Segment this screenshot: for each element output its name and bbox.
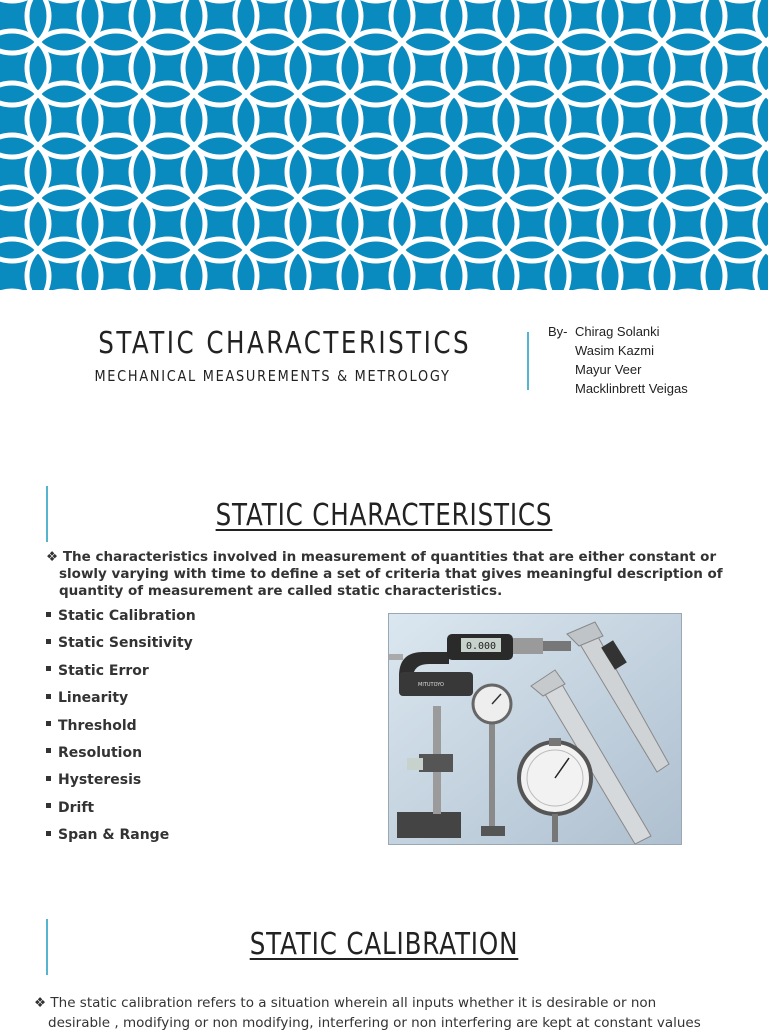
paragraph-line: ❖ The static calibration refers to a situation wherein all inputs whether it is desirable or non xyxy=(34,995,657,1011)
square-bullet-icon xyxy=(46,721,51,726)
presentation-title: STATIC CHARACTERISTICS xyxy=(98,326,472,361)
banner-background xyxy=(0,0,768,290)
author-row xyxy=(548,360,688,379)
title-divider xyxy=(527,332,529,390)
diamond-bullet-icon: ❖ xyxy=(34,995,47,1011)
list-item: Static Sensitivity xyxy=(46,631,196,658)
author-list xyxy=(548,322,688,398)
slide2-intro-paragraph xyxy=(46,549,723,600)
author-row xyxy=(548,322,688,341)
author-name: Macklinbrett Veigas xyxy=(575,381,688,396)
paragraph-line: desirable , modifying or non modifying, interfering or non interfering are kept at constant values xyxy=(48,1015,701,1031)
svg-text:0.000: 0.000 xyxy=(465,641,497,652)
slide3-accent-line xyxy=(46,919,48,975)
svg-text:MITUTOYO: MITUTOYO xyxy=(418,682,444,688)
list-item: Drift xyxy=(46,796,196,823)
author-name: Wasim Kazmi xyxy=(575,343,654,358)
square-bullet-icon xyxy=(46,748,51,753)
slide3-heading: STATIC CALIBRATION xyxy=(249,927,519,962)
square-bullet-icon xyxy=(46,666,51,671)
measuring-instruments-image xyxy=(388,613,682,845)
list-item: Span & Range xyxy=(46,823,196,850)
author-name: Mayur Veer xyxy=(575,362,642,377)
by-label: By- xyxy=(548,324,568,339)
slide2-accent-line xyxy=(46,486,48,542)
list-item: Linearity xyxy=(46,686,196,713)
characteristics-list xyxy=(46,604,196,851)
square-bullet-icon xyxy=(46,831,51,836)
slide2-heading: STATIC CHARACTERISTICS xyxy=(215,498,553,533)
square-bullet-icon xyxy=(46,639,51,644)
list-item: Hysteresis xyxy=(46,768,196,795)
author-name: Chirag Solanki xyxy=(575,324,660,339)
slide3-paragraph xyxy=(34,993,754,1033)
square-bullet-icon xyxy=(46,694,51,699)
square-bullet-icon xyxy=(46,776,51,781)
author-row xyxy=(548,341,688,360)
intro-line: ❖ The characteristics involved in measurement of quantities that are either constant or xyxy=(46,549,717,565)
presentation-subtitle: MECHANICAL MEASUREMENTS & METROLOGY xyxy=(94,367,451,385)
author-row xyxy=(548,379,688,398)
diamond-bullet-icon: ❖ xyxy=(46,549,59,565)
list-item: Threshold xyxy=(46,714,196,741)
intro-line: quantity of measurement are called static characteristics. xyxy=(59,583,503,599)
intro-line: slowly varying with time to define a set of criteria that gives meaningful description of xyxy=(59,566,723,582)
square-bullet-icon xyxy=(46,612,51,617)
square-bullet-icon xyxy=(46,803,51,808)
list-item: Static Calibration xyxy=(46,604,196,631)
list-item: Resolution xyxy=(46,741,196,768)
decorative-banner-pattern xyxy=(0,0,768,290)
list-item: Static Error xyxy=(46,659,196,686)
